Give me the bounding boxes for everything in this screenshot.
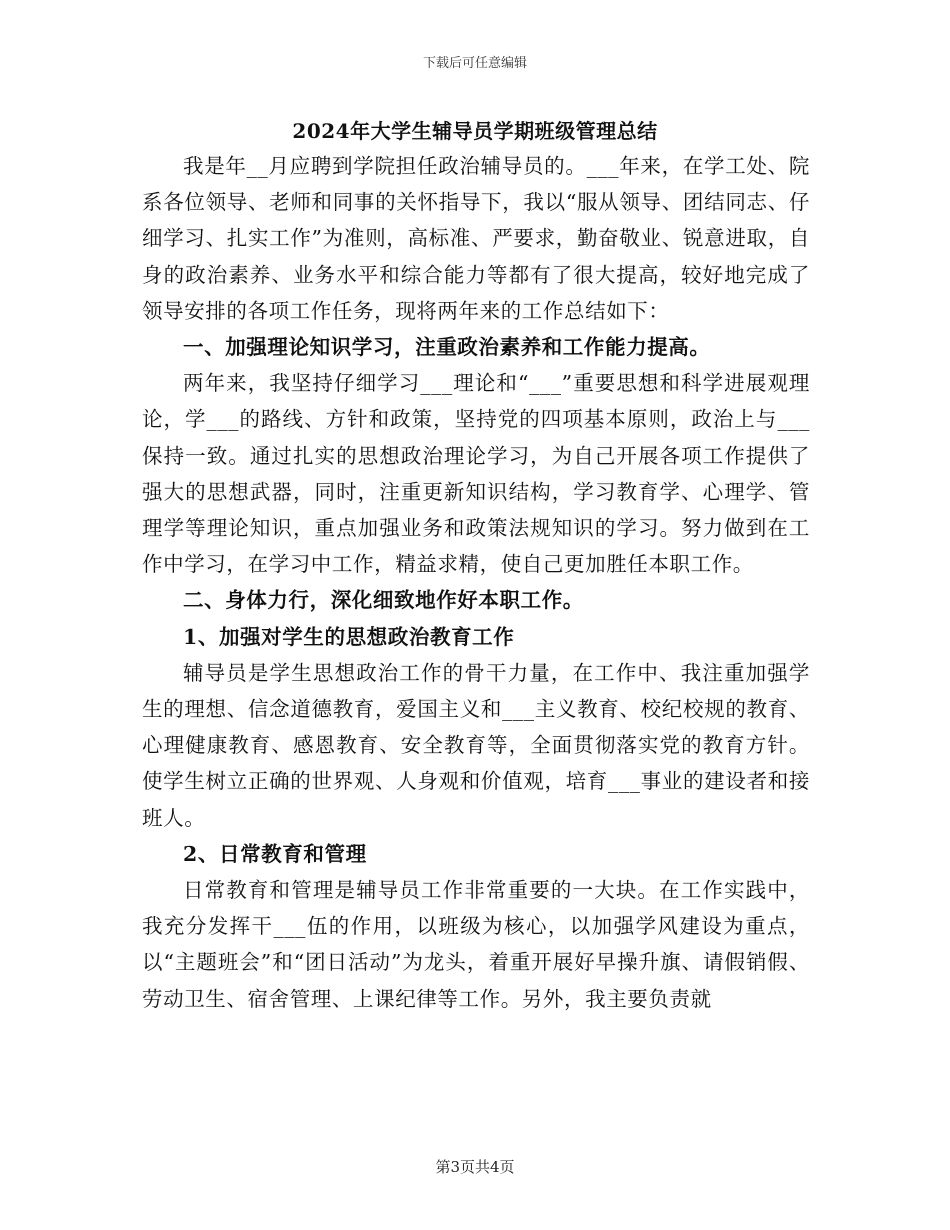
section-heading-2: 二、身体力行，深化细致地作好本职工作。 (183, 588, 584, 613)
section-heading-1: 一、加强理论知识学习，注重政治素养和工作能力提高。 (183, 335, 711, 360)
section-1-paragraph: 两年来，我坚持仔细学习___理论和“___”重要思想和科学进展观理论，学___的路线、方针和政策，坚持党的四项基本原则，政治上与___保持一致。通过扎实的思想政治理论学习，为自己开展各项工作提供了强大的思想武器，同时，注重更新知识结构，学习教育学、心理学、管理学等理论知识，重点加强业务和政策法规知识的学习。努力做到在工作中学习，在学习中工作，精益求精，使自己更加胜任本职工作。 (142, 371, 810, 577)
subsection-2-paragraph: 日常教育和管理是辅导员工作非常重要的一大块。在工作实践中，我充分发挥干___伍的作用，以班级为核心，以加强学风建设为重点，以“主题班会”和“团日活动”为龙头，着重开展好早操升旗、请假销假、劳动卫生、宿舍管理、上课纪律等工作。另外，我主要负责就 (142, 878, 810, 1011)
document-body (142, 148, 810, 1017)
subsection-heading-1: 1、加强对学生的思想政治教育工作 (183, 624, 515, 649)
page-number-footer: 第3页共4页 (435, 1158, 515, 1176)
header-note: 下载后可任意编辑 (422, 56, 527, 71)
intro-paragraph: 我是年__月应聘到学院担任政治辅导员的。___年来，在学工处、院系各位领导、老师和同事的关怀指导下，我以“服从领导、团结同志、仔细学习、扎实工作”为准则，高标准、严要求，勤奋敬业、锐意进取，自身的政治素养、业务水平和综合能力等都有了很大提高，较好地完成了领导安排的各项工作任务，现将两年来的工作总结如下： (142, 154, 810, 323)
document-title: 2024年大学生辅导员学期班级管理总结 (292, 119, 658, 143)
subsection-1-paragraph: 辅导员是学生思想政治工作的骨干力量，在工作中、我注重加强学生的理想、信念道德教育，爱国主义和___主义教育、校纪校规的教育、心理健康教育、感恩教育、安全教育等，全面贯彻落实党的教育方针。使学生树立正确的世界观、人身观和价值观，培育___事业的建设者和接班人。 (142, 660, 810, 830)
subsection-heading-2: 2、日常教育和管理 (183, 841, 367, 866)
